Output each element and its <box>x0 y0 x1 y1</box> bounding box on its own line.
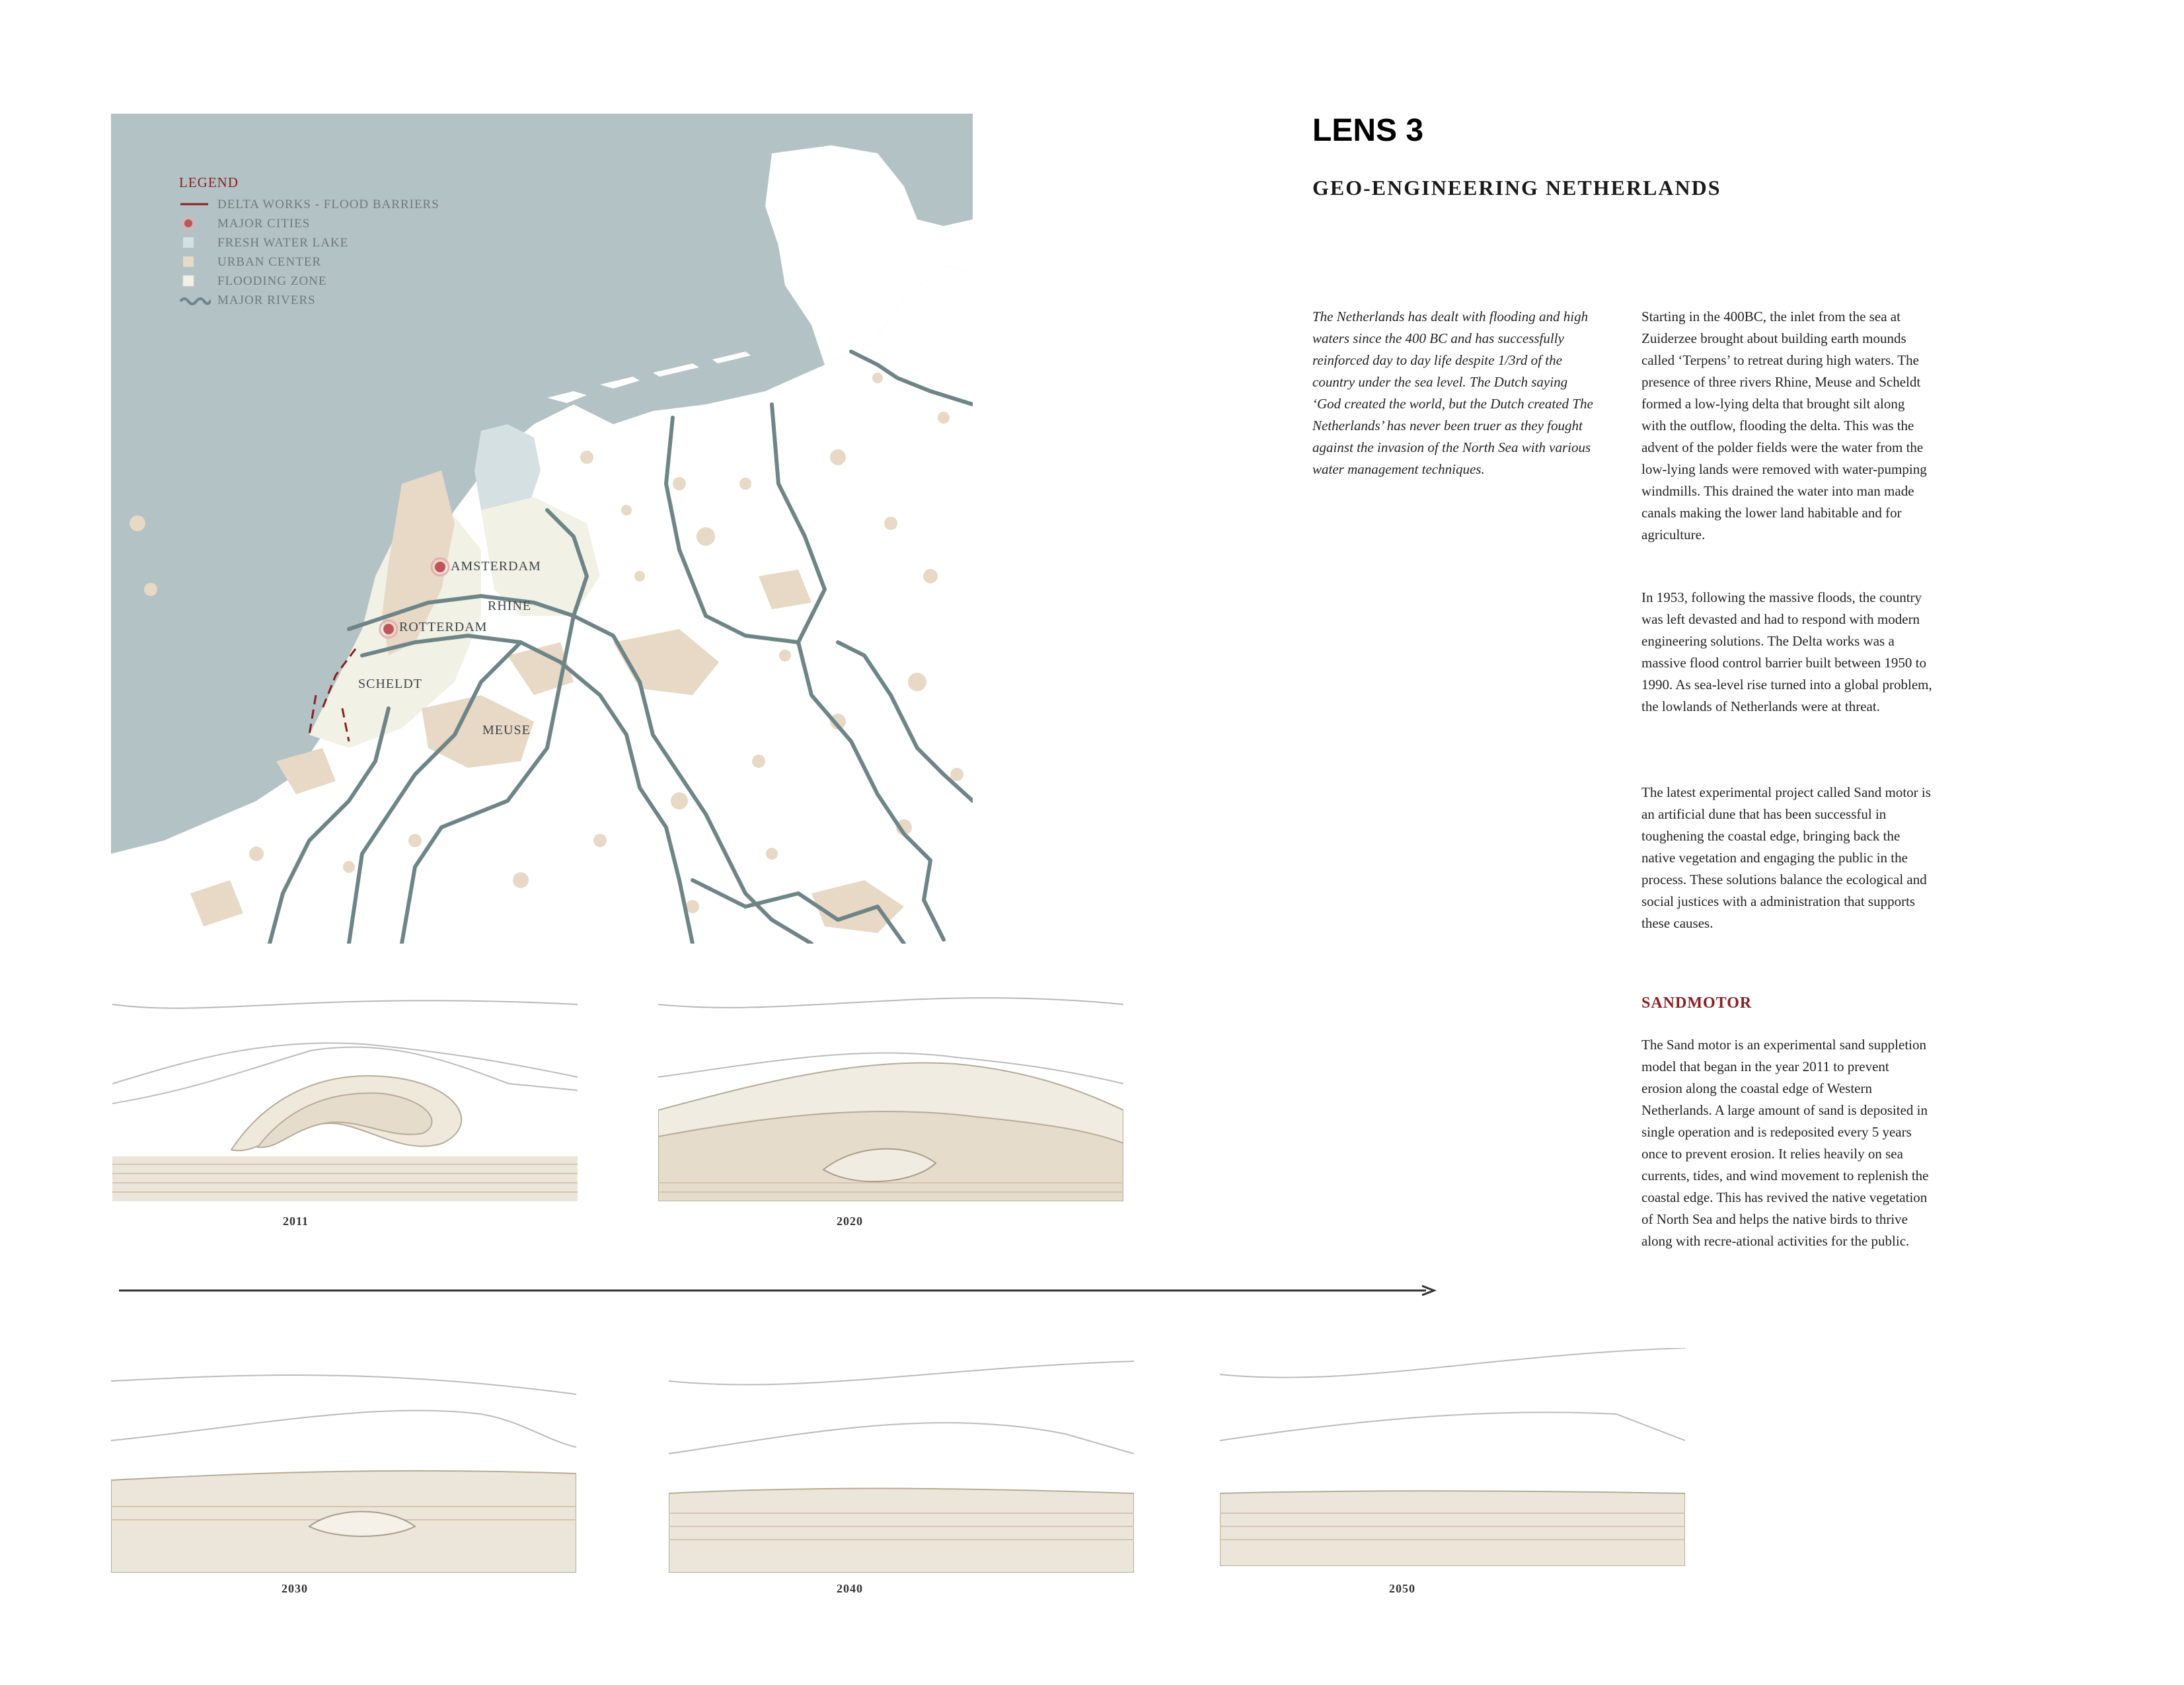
sand-motor-intro-paragraph: The latest experimental project called Sand motor is an artificial dune that has been successful in toughening the coastal edge, bringing back the native vegetation and engaging the public in the process. These solutions balance the ecological and social justices with a administration that supports these causes. <box>1641 784 1931 931</box>
legend-item-flooding-zone <box>179 272 439 291</box>
urban-swatch-icon <box>179 252 211 272</box>
sandmotor-heading: SANDMOTOR <box>1641 994 1752 1012</box>
sandmotor-paragraph: The Sand motor is an experimental sand suppletion model that began in the year 2011 to prevent erosion along the coastal edge of Western Netherlands. A large amount of sand is deposited in single operation and is redeposited every 5 years once to prevent erosion. It relies heavily on sea currents, tides, and wind movement to replenish the coastal edge. This has revived the native vegetation of North Sea and helps the native birds to thrive along with recre-ational activities for the public. <box>1641 1037 1929 1249</box>
sandmotor-frame-2040 <box>669 1355 1134 1573</box>
legend-item-delta-works <box>179 195 439 214</box>
sandmotor-frame-2050 <box>1220 1348 1685 1566</box>
year-label-2011: 2011 <box>283 1215 309 1228</box>
city-dot-icon <box>179 214 211 233</box>
year-label-2040: 2040 <box>837 1582 863 1595</box>
year-label-2020: 2020 <box>837 1215 863 1228</box>
year-label-2030: 2030 <box>282 1582 308 1595</box>
label-scheldt: SCHELDT <box>358 677 422 691</box>
legend-label: URBAN CENTER <box>217 255 322 269</box>
contour-drawing <box>111 1374 576 1573</box>
intro-paragraph: The Netherlands has dealt with flooding and high waters since the 400 BC and has successfully reinforced day to day life despite 1/3rd of the country under the sea level. The Dutch saying ‘God created the world, but the Dutch created The Netherlands’ has never been truer as they fought against the invasion of the North Sea with various water management techniques. <box>1312 309 1593 477</box>
legend-label: MAJOR CITIES <box>217 217 311 231</box>
delta-works-paragraph: In 1953, following the massive floods, the country was left devasted and had to respond with modern engineering solutions. The Delta works was a massive flood control barrier built between 1950 to 1990. As sea-level rise turned into a global problem, the lowlands of Netherlands were at threat. <box>1641 589 1932 714</box>
contour-drawing <box>658 991 1123 1201</box>
legend-label: DELTA WORKS - FLOOD BARRIERS <box>217 198 439 211</box>
history-paragraph: Starting in the 400BC, the inlet from the sea at Zuiderzee brought about building earth mounds called ‘Terpens’ to retreat during high waters. The presence of three rivers Rhine, Meuse and Scheldt formed a low-lying delta that brought silt along with the outflow, flooding the delta. This was the advent of the polder fields were the water from the low-lying lands were removed with water-pumping windmills. This drained the water into man made canals making the lower land habitable and for agriculture. <box>1641 309 1927 543</box>
sandmotor-frame-2011 <box>112 991 578 1201</box>
legend-item-fresh-water-lake <box>179 233 439 252</box>
legend-label: FRESH WATER LAKE <box>217 236 349 250</box>
legend-title: LEGEND <box>179 174 239 190</box>
lake-swatch-icon <box>179 233 211 252</box>
contour-drawing <box>669 1355 1134 1573</box>
legend-item-major-rivers <box>179 291 439 310</box>
legend-label: MAJOR RIVERS <box>217 293 316 307</box>
netherlands-map <box>111 114 973 944</box>
timeline-arrow <box>119 1281 1437 1300</box>
map-legend <box>179 174 439 310</box>
label-amsterdam: AMSTERDAM <box>451 559 541 574</box>
sandmotor-frame-2020 <box>658 991 1123 1201</box>
legend-label: FLOODING ZONE <box>217 274 327 288</box>
contour-drawing <box>1220 1348 1685 1566</box>
label-rotterdam: ROTTERDAM <box>399 620 488 634</box>
river-wave-icon <box>179 291 211 310</box>
flood-swatch-icon <box>179 272 211 291</box>
page-title: LENS 3 <box>1312 113 1424 148</box>
sandmotor-frame-2030 <box>111 1374 576 1573</box>
contour-drawing <box>112 991 578 1201</box>
label-meuse: MEUSE <box>482 723 531 737</box>
year-label-2050: 2050 <box>1389 1582 1415 1595</box>
label-rhine: RHINE <box>488 599 532 613</box>
legend-item-urban-center <box>179 252 439 272</box>
legend-item-major-cities <box>179 214 439 233</box>
page-subtitle: GEO-ENGINEERING NETHERLANDS <box>1312 176 1721 200</box>
delta-works-line-icon <box>179 195 211 214</box>
